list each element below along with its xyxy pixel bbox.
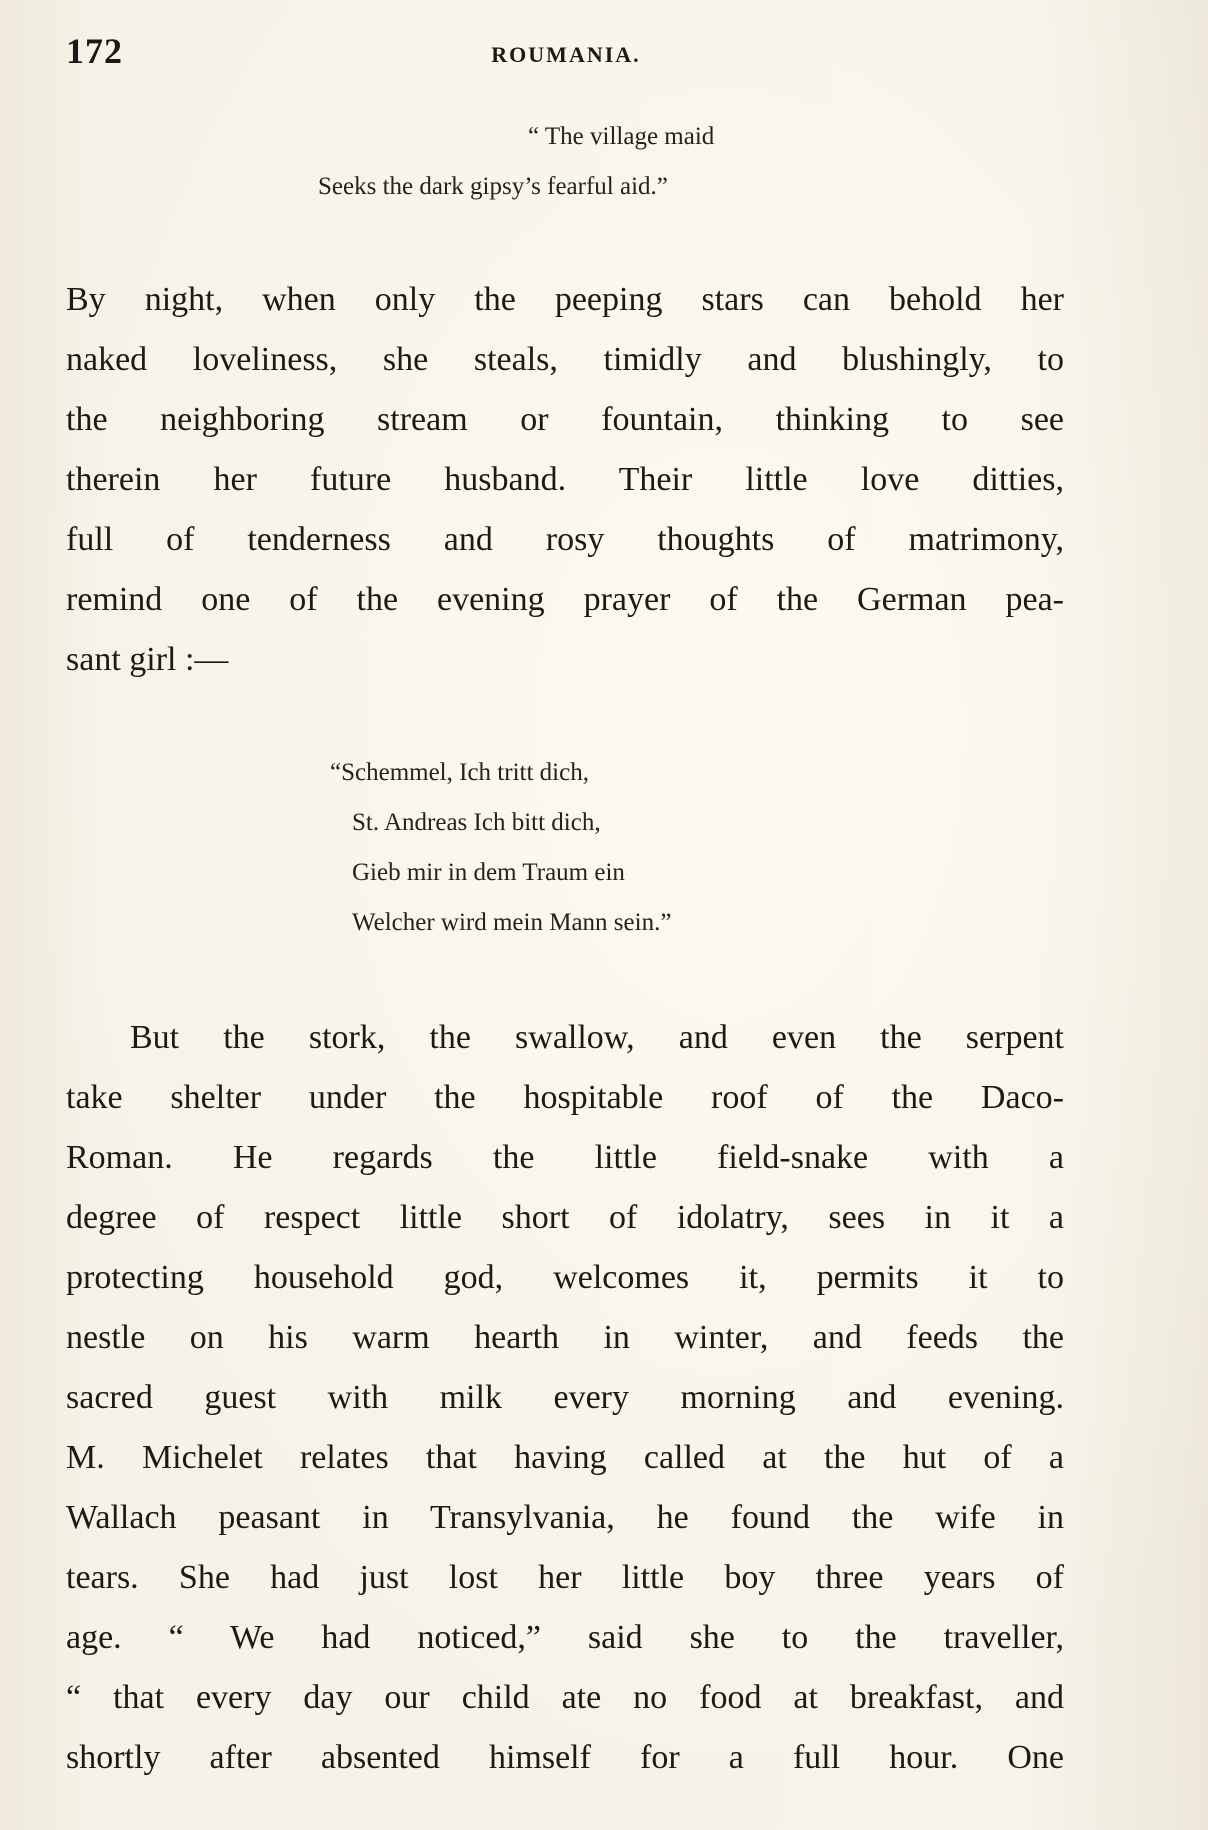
text-line: therein her future husband. Their little love ditties, — [66, 461, 1064, 498]
text-line: the neighboring stream or fountain, thinking to see — [66, 401, 1064, 438]
page-number: 172 — [66, 31, 123, 71]
paragraph — [66, 270, 1064, 690]
text-line: tears. She had just lost her little boy three years of — [66, 1559, 1064, 1596]
page-header — [66, 30, 1066, 80]
text-line: nestle on his warm hearth in winter, and feeds the — [66, 1319, 1064, 1356]
text-line: full of tenderness and rosy thoughts of matrimony, — [66, 521, 1064, 558]
text-line: sacred guest with milk every morning and evening. — [66, 1379, 1064, 1416]
verse-line: Welcher wird mein Mann sein.” — [352, 909, 672, 936]
epigraph-verse — [0, 112, 1208, 212]
text-line: degree of respect little short of idolatry, sees in it a — [66, 1199, 1064, 1236]
verse-line: Seeks the dark gipsy’s fearful aid.” — [318, 173, 668, 200]
german-prayer-verse — [330, 748, 671, 948]
text-line: By night, when only the peeping stars can behold her — [66, 281, 1064, 318]
verse-line: “Schemmel, Ich tritt dich, — [330, 759, 589, 786]
verse-line: “ The village maid — [528, 123, 715, 150]
running-head: ROUMANIA. — [491, 42, 641, 67]
text-line: shortly after absented himself for a full hour. One — [66, 1739, 1064, 1776]
text-line: protecting household god, welcomes it, permits it to — [66, 1259, 1064, 1296]
text-line: naked loveliness, she steals, timidly and blushingly, to — [66, 341, 1064, 378]
text-line: But the stork, the swallow, and even the serpent — [130, 1019, 1064, 1056]
text-line: M. Michelet relates that having called at the hut of a — [66, 1439, 1064, 1476]
verse-line: Gieb mir in dem Traum ein — [352, 859, 625, 886]
text-line: sant girl :— — [66, 641, 229, 678]
verse-line: St. Andreas Ich bitt dich, — [352, 809, 601, 836]
text-line: age. “ We had noticed,” said she to the traveller, — [66, 1619, 1064, 1656]
paragraph — [66, 1008, 1064, 1788]
text-line: remind one of the evening prayer of the German pea- — [66, 581, 1064, 618]
text-line: take shelter under the hospitable roof of the Daco- — [66, 1079, 1064, 1116]
text-line: Roman. He regards the little field-snake with a — [66, 1139, 1064, 1176]
text-line: Wallach peasant in Transylvania, he found the wife in — [66, 1499, 1064, 1536]
text-line: “ that every day our child ate no food at breakfast, and — [66, 1679, 1064, 1716]
